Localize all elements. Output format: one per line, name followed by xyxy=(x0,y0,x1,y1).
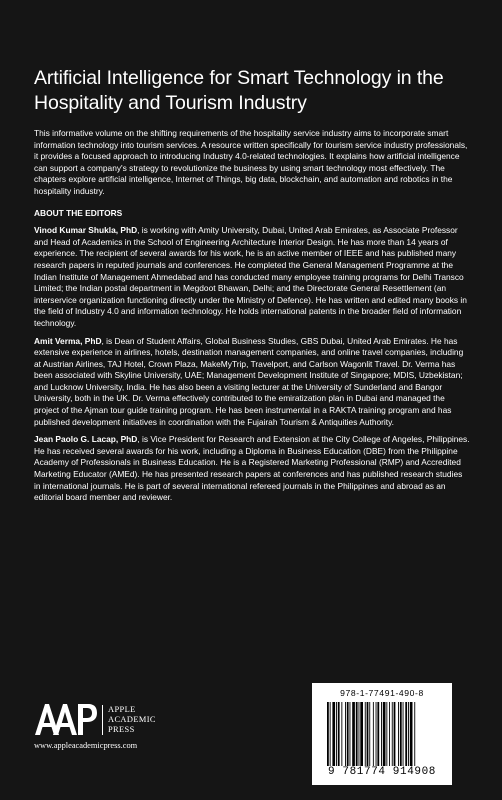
editor-bio xyxy=(34,434,470,504)
barcode-bar xyxy=(327,702,329,768)
barcode-bar xyxy=(360,702,363,768)
editor-name: Jean Paolo G. Lacap, PhD xyxy=(34,434,138,445)
barcode-bar xyxy=(381,702,382,768)
editor-bio-text: , is Vice President for Research and Extension at the City College of Angeles, Philippines. He has received several awards for his work, including a Diploma in Business Education (DBE) from the Philippine Academy of Professionals in Business Education. He is a Registered Marketing Professional (RMP) and Accredited Marketing Educator (AMEd). He has presented research papers at conferences and has published research studies in international journals. He is part of several international refereed journals in the Philippines and abroad as an editorial board member and reviewer. xyxy=(34,434,470,503)
editor-name: Amit Verma, PhD xyxy=(34,335,102,346)
barcode-bar xyxy=(392,702,393,768)
barcode-bar xyxy=(365,702,366,768)
barcode-bar xyxy=(347,702,349,768)
barcode-bar xyxy=(400,702,402,768)
barcode-bar xyxy=(352,702,355,768)
barcode-bar xyxy=(398,702,399,768)
publisher-name-line: PRESS xyxy=(108,725,135,734)
book-title: Artificial Intelligence for Smart Technology in the Hospitality and Tourism Industry xyxy=(34,67,444,114)
barcode-bar xyxy=(338,702,340,768)
editor-bio xyxy=(34,336,470,429)
publisher-name-line: ACADEMIC xyxy=(108,715,156,724)
barcode-bar xyxy=(383,702,386,768)
publisher-name-line: APPLE xyxy=(108,705,136,714)
barcode-bar xyxy=(359,702,360,768)
barcode-bar xyxy=(369,702,370,768)
barcode-bar xyxy=(394,702,396,768)
barcode-bar xyxy=(377,702,379,768)
barcode-bar xyxy=(345,702,346,768)
aap-logo-mark xyxy=(34,702,98,736)
publisher-logo xyxy=(34,700,214,760)
barcode-bar xyxy=(376,702,377,768)
barcode-bar xyxy=(350,702,351,768)
barcode-bar xyxy=(414,702,415,768)
barcode-icon xyxy=(326,702,438,768)
isbn-number: 978-1-77491-490-8 xyxy=(340,688,424,698)
barcode-bar xyxy=(405,702,407,768)
editor-bio-text: , is Dean of Student Affairs, Global Business Studies, GBS Dubai, United Arab Emirates. He has extensive experience in airlines, hotels, destination management companies, and online travel companies, including at Austrian Airlines, TAJ Hotel, Crown Plaza, MakeMyTrip, Travelport, and Carlson Wagonlit Travel. Dr. Verma has been associated with Skyline University, UAE; Management Development Institute of Singapore; MDIS, Uzbekistan; and Lucknow University, India. He has also been a visiting lecturer at the University of Sunderland and Bangor University, both in the UK. Dr. Verma effectively contributed to the emiratization plan in Dubai and managed the project of the Ajman tour guide training program. He has been instrumental in a RAKTA training program and has published development initiatives in coordination with the Fujairah Tourism & Antiquities Authority. xyxy=(34,335,464,427)
publisher-website: www.appleacademicpress.com xyxy=(34,741,138,750)
cover-description xyxy=(34,128,470,510)
publisher-name xyxy=(102,705,156,735)
isbn-barcode xyxy=(312,683,452,785)
about-editors-heading: ABOUT THE EDITORS xyxy=(34,207,123,218)
editor-bio-text: , is working with Amity University, Dubai, United Arab Emirates, as Associate Professor and Head of Academics in the School of Engineering Architecture Interior Design. He has more than 14 years of experience. The recipient of several awards for his work, he is an active member of IEEE and has published many research papers in reputed journals and conferences. He completed the General Management Programme at the Indian Institute of Management Ahmedabad and has conducted many employee training programs for Delhi Transco Limited; the Indian postal department in Megdoot Bhawan, Delhi; and the Directorate General Resettlement (an interservice organization functioning directly under the Ministry of Defence). He has written and edited many books in the field of Industry 4.0 and information technology. He holds international patents in the broader field of information technology. xyxy=(34,225,467,328)
barcode-bar xyxy=(373,702,374,768)
book-description: This informative volume on the shifting requirements of the hospitality service industry aims to incorporate smart information technology into tourism services. A resource written specifically for tourism service industry professionals, it provides a focused approach to introducing Industry 4.0-related technologies. It explains how artificial intelligence can support a company's strategy to revolutionize the business by using smart technology most effectively. The chapters explore artificial intelligence, Internet of Things, big data, blockchain, and automation and robotics in the hospitality industry. xyxy=(34,128,468,196)
barcode-digits: 9 781774 914908 xyxy=(312,766,452,778)
barcode-bar xyxy=(356,702,358,768)
barcode-bar xyxy=(386,702,387,768)
editor-bio xyxy=(34,225,470,329)
barcode-bar xyxy=(410,702,413,768)
barcode-bar xyxy=(367,702,369,768)
barcode-bar xyxy=(403,702,404,768)
barcode-bar xyxy=(332,702,335,768)
barcode-bar xyxy=(408,702,409,768)
barcode-bar xyxy=(336,702,337,768)
barcode-bar xyxy=(389,702,390,768)
editor-name: Vinod Kumar Shukla, PhD xyxy=(34,225,138,236)
barcode-bar xyxy=(330,702,331,768)
barcode-bar xyxy=(341,702,342,768)
